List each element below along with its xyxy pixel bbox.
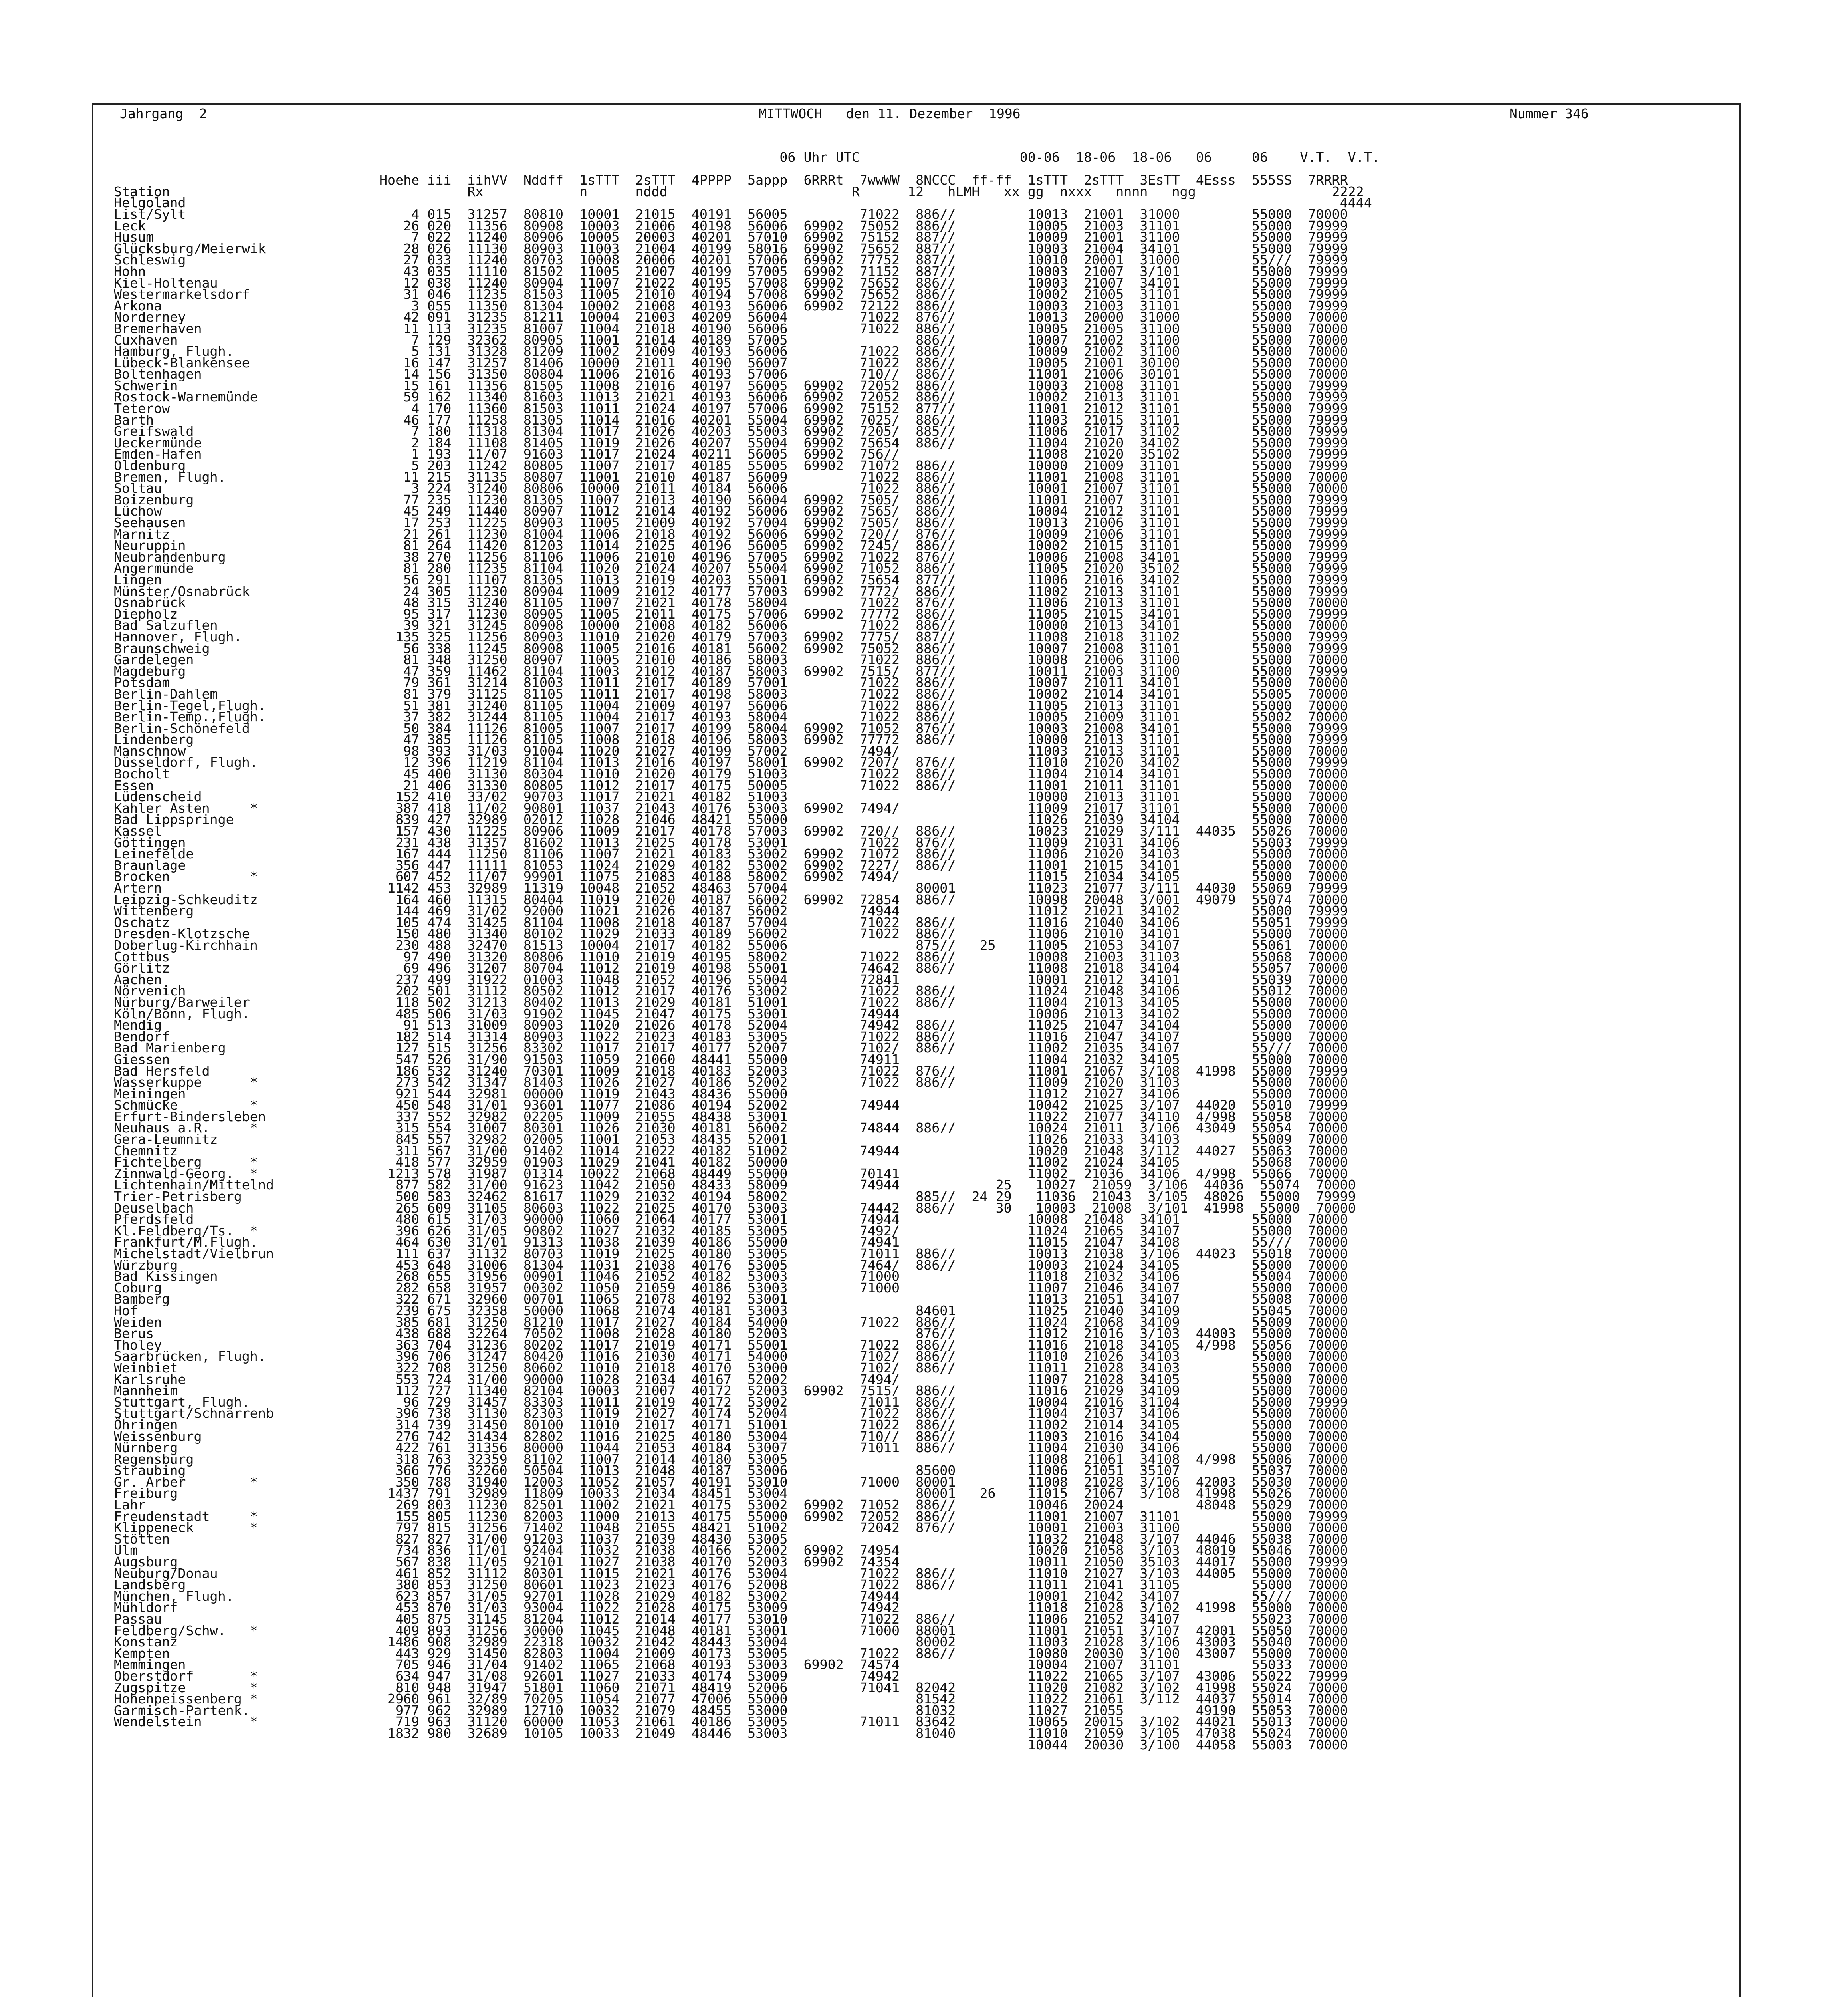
date-label: MITTWOCH den 11. Dezember 1996: [759, 106, 1021, 121]
observation-rows: 4 015 31257 80810 10001 21015 40191 56005 71022 886// 10013 21001 31000 55000 70000 26 020 11356 80908 10003 21006 40198 56006 69902 75052 886// 10005 21003 31101 55000 79999 7 022 11240 80906 10005 20003 40201 57010 69902 75152 887// 10009 21001 31100 55000 79999 28 026 11130 80903 11003 21004 40199 58016 69902 75652 887// 10003 21004 34101 55000 79999 27 033 11240 80703 10008 20006 40201 57006 69902 77752 887// 10010 20001 31000 55/// 79999 43 035 11110 81502 11005 21007 40199 57005 69902 71152 887// 10003 21007 3/101 55000 79999 12 038 11240 80904 11007 21022 40195 57008 69902 75652 886// 10003 21007 34101 55000 79999 31 046 11235 81503 11005 21010 40194 57008 69902 75652 886// 10002 21005 31101 55000 79999 3 055 11350 81304 10002 21008 40193 56006 69902 72122 886// 10003 21003 31101 55000 79999 42 091 31235 81211 10004 21003 40209 56004 71022 876// 10013 20000 31000 55000 70000 11 113 31235 81007 11004 21018 40190 56006 71022 886// 10005 21005 31100 55000 70000 7 129 32362 80905 11001 21014 40189 57005 886// 10007 21002 31100 55000 70000 5 131 31328 81209 11002 21009 40193 56006 71022 886// 10009 21002 31100 55000 70000 16 147 31257 81406 10000 21011 40190 56007 71022 886// 10005 21001 30100 55000 70000 14 156 31350 80804 11006 21016 40193 57006 710// 886// 11001 21006 30101 55000 70000 15 161 11356 81505 11008 21016 40197 56005 69902 72052 886// 10003 21008 31101 55000 79999 59 162 11340 81603 11013 21021 40193 56006 69902 72052 886// 10002 21013 31101 55000 79999 4 170 11360 81503 11011 21024 40197 57006 69902 75152 877// 11001 21012 31101 55000 79999 46 177 11258 81305 11014 21016 40201 55004 69902 7025/ 886// 11003 21015 31101 55000 79999 7 180 11318 81304 11017 21026 40203 55003 69902 7205/ 885// 11006 21017 31102 55000 79999 2 184 11108 81405 11019 21026 40207 55004 69902 75654 886// 11004 21020 34102 55000 79999 1 193 11/07 91603 11017 21024 40211 56005 69902 756// 11008 21020 35102 55000 79999 5 203 11242 80805 11007 21017 40185 55005 69902 71072 886// 10000 21009 31101 55000 79999 11 215 31135 80807 11001 21010 40187 56009 71022 886// 11001 21008 31101 55000 70000 3 224 31240 80806 10000 21011 40184 56006 71022 886// 10001 21007 31101 55000 70000 77 235 11230 81305 11007 21013 40190 56004 69902 7505/ 886// 11001 21007 31101 55000 79999 45 249 11440 80907 11012 21014 40192 56006 69902 7565/ 886// 10004 21012 31101 55000 79999 17 253 11225 80903 11005 21009 40192 57004 69902 7505/ 886// 10013 21006 31101 55000 79999 21 261 11230 81004 11006 21018 40192 56006 69902 720// 876// 10009 21006 31101 55000 79999 81 264 11420 81203 11014 21025 40196 56005 69902 7245/ 886// 10002 21015 31101 55000 79999 38 270 11256 81106 11006 21010 40196 57005 69902 71022 876// 10006 21008 34101 55000 79999 81 280 11235 81104 11020 21024 40207 55004 69902 71052 886// 11005 21020 35102 55000 79999 56 291 11107 81305 11013 21019 40203 55001 69902 75654 877// 11006 21016 34102 55000 79999 24 305 11230 80904 11009 21012 40177 57003 69902 7772/ 886// 11002 21013 31101 55000 79999 48 315 31240 81105 11007 21021 40178 58004 71022 876// 11006 21013 31101 55000 70000 95 317 11230 80905 11005 21011 40175 57006 69902 77772 886// 11005 21015 34101 55000 79999 39 321 31245 80908 10000 21008 40182 56006 71022 886// 10000 21013 34101 55000 70000 135 325 11256 80903 11010 21020 40179 57003 69902 7775/ 887// 11008 21018 31102 55000 79999 56 338 11245 80908 11005 21016 40181 56002 69902 75052 886// 10007 21008 31101 55000 79999 81 348 31250 80907 11005 21010 40186 58003 71022 886// 10008 21006 31100 55000 70000 47 359 11462 81104 11003 21012 40187 58003 69902 7515/ 877// 10011 21003 31100 55000 79999 79 361 31214 81003 11011 21017 40189 57001 71022 886// 10007 21011 34101 55000 70000 81 379 31125 81105 11011 21017 40198 58003 71022 886// 10002 21014 34101 55005 70000 51 381 31240 81105 11004 21009 40197 56006 71022 886// 11005 21013 31101 55000 70000 37 382 31244 81105 11004 21017 40193 58004 71022 886// 10005 21009 31101 55002 70000 50 384 11126 81005 11007 21017 40199 58004 69902 71052 876// 10003 21008 34101 55000 79999 47 385 11126 81105 11008 21018 40196 58003 69902 77772 886// 10000 21013 31101 55000 79999 98 393 31/03 91004 11020 21027 40199 57002 7494/ 11003 21013 31101 55000 70000 12 396 11219 81104 11013 21016 40197 58001 69902 7207/ 876// 11010 21020 34102 55000 79999 45 400 31130 80304 11010 21020 40179 51003 71022 886// 11004 21014 34101 55000 70000 21 406 31330 80805 11012 21017 40175 50005 71022 886// 11001 21011 31101 55000 70000 152 410 33/02 90703 11017 21021 40182 51003 10000 21013 31101 55000 70000 387 418 11/02 90801 11037 21043 40176 53003 69902 7494/ 11009 21017 31101 55000 70000 839 427 32989 02012 11028 21046 48421 55000 11026 21039 34104 55000 70000 157 430 11225 80906 11009 21017 40178 57003 69902 720// 886// 10023 21029 3/111 44035 55026 70000 231 438 31357 81602 11013 21025 40178 53001 71022 876// 11009 21031 34106 55003 79999 167 444 11250 81106 11007 21021 40183 53002 69902 71072 886// 11006 21020 34103 55000 70000 356 447 11111 81053 11024 21029 40182 53002 69902 7227/ 886// 11001 21015 34101 55000 70000 607 452 11/07 99901 11075 21083 40188 58002 69902 7494/ 11015 21034 34105 55000 70000 1142 453 32989 11319 10048 21052 48463 57004 80001 11023 21077 3/111 44030 55069 79999 164 460 11315 80404 11019 21020 40187 56002 69902 72854 886// 10098 20048 3/001 49079 55074 70000 144 469 31/02 92000 11021 21026 40187 56002 74944 11012 21021 34102 55000 79999 105 474 31425 81104 11008 21018 40187 57004 71022 886// 11016 21040 34106 55051 79999 150 480 31340 80102 11029 21033 40189 56002 71022 886// 11006 21010 34101 55000 70000 230 488 32470 81513 10004 21017 40182 55006 875// 25 11005 21053 34107 55061 70000 97 490 31320 80806 11010 21019 40195 58002 71022 886// 10008 21003 31103 55068 70000 69 496 31207 80704 11012 21019 40198 55001 74642 886// 11008 21018 34104 55057 70000 237 499 31922 01003 11048 21052 40196 55004 72841 10001 21012 34101 55039 70000 202 501 31112 80502 11012 21017 40176 53002 71022 886// 11024 21048 34106 55012 70000 118 502 31213 80402 11013 21029 40181 51001 71022 886// 11004 21013 34105 55000 70000 485 506 31/03 91902 11045 21047 40175 53001 74944 10006 21013 34102 55000 70000 91 513 31009 80903 11020 21026 40178 52004 74942 886// 11025 21047 34104 55000 70000 182 514 31314 80903 11022 21023 40183 53005 71022 886// 11016 21047 34107 55000 70000 127 515 31256 83302 11017 21017 40177 52007 7102/ 886// 11002 21035 34107 55/// 70000 547 526 31/90 91503 11059 21060 48441 55000 74911 11004 21032 34105 55000 70000 186 532 31240 70301 11009 21018 40183 52003 71022 876// 11001 21067 3/108 41998 55000 79999 273 542 31347 81403 11026 21027 40186 52002 71022 886// 11009 21020 31103 55000 70000 921 544 32981 00000 11019 21043 48436 55000 11012 21027 34106 55000 70000 450 548 31/01 93601 11077 21086 40194 52002 74944 10042 21025 3/107 44020 55010 79999 337 552 32982 02205 11009 21055 48438 53001 11022 21077 34110 4/998 55058 70000 315 554 31007 80301 11026 21030 40181 56002 74844 886// 10024 21011 3/106 43049 55054 70000 845 557 32982 02005 11001 21053 48435 52001 11026 21033 34103 55009 70000 311 567 31/00 91402 11014 21022 40182 51002 74944 10020 21048 3/112 44027 55063 70000 418 577 32959 01903 11029 21041 40182 50000 11002 21024 34105 55068 70000 1213 578 31987 01314 10022 21068 48449 55000 70141 11002 21036 34106 4/998 55066 70000 877 582 31/00 91623 11042 21050 48433 58009 74944 25 10027 21059 3/106 44036 55074 70000 500 583 32462 81617 11029 21032 40194 58002 885// 24 29 11036 21043 3/105 48026 55000 79999 265 609 31105 80603 11022 21025 40170 53003 74442 886// 30 10003 21008 3/101 41998 55000 70000 480 615 31/03 90000 11060 21064 40177 53001 74944 10008 21048 34101 55000 70000 396 626 31/05 90802 11027 21032 40185 53005 7492/ 11024 21065 34107 55000 70000 464 630 31/01 91313 11038 21039 40186 55000 74941 11015 21047 34108 55/// 70000 111 637 31132 80703 11019 21025 40180 53005 71011 886// 10013 21038 3/106 44023 55018 70000 453 648 31006 81304 11031 21038 40176 53005 7464/ 886// 10003 21024 34105 55000 70000 268 655 31956 00901 11046 21052 40182 53003 71000 11018 21032 34106 55004 70000 282 658 31957 00302 11050 21059 40186 53003 71000 11007 21046 34107 55000 70000 322 671 32960 00701 11065 21078 40192 53001 11013 21051 34107 55008 70000 239 675 32358 50000 11068 21074 40181 53003 84601 11025 21040 34109 55045 70000 385 681 31250 81210 11017 21027 40184 54000 71022 886// 11024 21068 34109 55009 70000 438 688 32264 70502 11008 21028 40180 52003 876// 11012 21016 3/103 44003 55000 70000 363 704 31236 80202 11017 21019 40171 55001 71022 886// 11016 21018 34105 4/998 55056 70000 396 706 31247 80420 11016 21030 40171 54000 7102/ 886// 11010 21026 34103 55000 70000 322 708 31250 80602 11010 21018 40170 53000 7102/ 886// 11011 21028 34103 55000 70000 553 724 31/00 90000 11028 21034 40167 52002 7494/ 11007 21028 34105 55000 70000 112 727 11340 82104 10003 21007 40172 52003 69902 7515/ 886// 11016 21029 34109 55000 70000 96 729 31457 83303 11011 21019 40172 53002 71011 886// 10004 21016 31104 55000 79999 396 738 31130 82303 11019 21027 40174 52004 71022 886// 11004 21037 34106 55000 70000 314 739 31450 80100 11010 21017 40171 51001 71022 886// 11002 21014 34105 55000 70000 276 742 31434 82802 11016 21025 40180 53004 710// 886// 11003 21016 34104 55000 70000 422 761 31356 80000 11044 21053 40184 53007 71011 886// 11004 21030 34106 55000 70000 318 763 32359 81102 11007 21014 40180 53005 11008 21061 34108 4/998 55006 70000 366 776 32260 50504 11013 21048 40187 53006 85600 11006 21051 35107 55037 70000 350 788 31940 12003 11052 21057 40191 53010 71000 80001 11008 21028 3/106 42003 55030 70000 1437 791 32989 11809 10033 21034 48451 53004 80001 26 11015 21067 3/108 41998 55026 70000 269 803 11230 82501 11002 21021 40175 53002 69902 71052 886// 10046 20024 48048 55029 70000 155 805 11230 82003 11000 21013 40175 55000 69902 72052 886// 11001 21007 31101 55000 79999 797 815 31256 71402 11048 21055 48421 51002 72042 876// 10001 21003 31100 55000 70000 827 827 31/00 91203 11037 21039 48430 53005 11032 21048 3/107 44046 55038 70000 734 836 11/01 92404 11032 21038 40166 52002 69902 74954 10020 21058 3/103 48019 55046 70000 567 838 11/05 92101 11027 21038 40170 52003 69902 74354 10011 21050 35103 44017 55000 79999 461 852 31112 80301 11015 21021 40176 53004 71022 886// 11010 21027 3/103 44005 55000 70000 380 853 31250 80601 11023 21023 40176 52008 71022 886// 11011 21041 31105 55000 70000 623 857 31/05 92701 11028 21029 40182 53002 74944 10001 21042 34107 55/// 70000 453 870 31/03 93004 11022 21028 40175 53009 74942 11018 21028 3/102 41998 55000 70000 405 875 31145 81204 11012 21014 40177 53010 71022 886// 11006 21052 34107 55023 70000 409 893 31256 30000 11045 21048 40181 53001 71000 88001 11001 21051 3/107 42001 55050 70000 1486 908 32989 22318 10032 21042 48443 53004 80002 11003 21028 3/106 43003 55040 70000 443 929 31450 82803 11004 21009 40173 53005 71022 886// 10080 20030 3/100 43007 55000 70000 705 946 31/04 91402 11065 21068 40193 53003 69902 74574 10004 21007 31101 55033 70000 634 947 31/08 92601 11027 21033 40174 53009 74942 11022 21065 3/107 43006 55022 79999 810 948 31947 51801 11060 21071 48419 52006 71041 82042 11020 21082 3/102 41998 55024 70000 2960 961 32/89 70205 11054 21077 47006 55000 81542 11022 21061 3/112 44037 55014 70000 977 962 32989 12710 10032 21079 48455 53000 81032 11027 21055 49190 55053 70000 719 963 31120 60000 11053 21061 40186 53005 71011 83642 10065 20015 3/102 44021 55013 70000 1832 980 32689 10105 10033 21049 48446 53003 81040 11010 21059 3/105 47038 55024 70000 10044 20030 3/100 44058 55003 70000: [387, 206, 1356, 1753]
observation-column: [379, 149, 1380, 1753]
station-list: Helgoland List/Sylt Leck Husum Glücksburg/Meierwik Schleswig Hohn Kiel-Holtenau Westermarkelsdorf Arkona Norderney Bremerhaven Cuxhaven Hamburg, Flugh. Lübeck-Blankensee Boltenhagen Schwerin Rostock-Warnemünde Teterow Barth Greifswald Ueckermünde Emden-Hafen Oldenburg Bremen, Flugh. Soltau Boizenburg Lüchow Seehausen Marnitz Neuruppin Neubrandenburg Angermünde Lingen Münster/Osnabrück Osnabrück Diepholz Bad Salzuflen Hannover, Flugh. Braunschweig Gardelegen Magdeburg Potsdam Berlin-Dahlem Berlin-Tegel,Flugh. Berlin-Temp.,Flugh. Berlin-Schönefeld Lindenberg Manschnow Düsseldorf, Flugh. Bocholt Essen Lüdenscheid Kahler Asten * Bad Lippspringe Kassel Göttingen Leinefelde Braunlage Brocken * Artern Leipzig-Schkeuditz Wittenberg Oschatz Dresden-Klotzsche Doberlug-Kirchhain Cottbus Görlitz Aachen Nörvenich Nürburg/Barweiler Köln/Bonn, Flugh. Mendig Bendorf Bad Marienberg Giessen Bad Hersfeld Wasserkuppe * Meiningen Schmücke * Erfurt-Bindersleben Neuhaus a.R. * Gera-Leumnitz Chemnitz Fichtelberg * Zinnwald-Georg. * Lichtenhain/Mittelnd Trier-Petrisberg Deuselbach Pferdsfeld Kl.Feldberg/Ts. * Frankfurt/M.Flugh. Michelstadt/Vielbrun Würzburg Bad Kissingen Coburg Bamberg Hof Weiden Berus Tholey Saarbrücken, Flugh. Weinbiet Karlsruhe Mannheim Stuttgart, Flugh. Stuttgart/Schnarrenb Öhringen Weissenburg Nürnberg Regensburg Straubing Gr. Arber * Freiburg Lahr Freudenstadt * Klippeneck * Stötten Ulm Augsburg Neuburg/Donau Landsberg München, Flugh. Mühldorf Passau Feldberg/Schw. * Konstanz Kempten Memmingen Oberstdorf * Zugspitze * Hohenpeissenberg * Garmisch-Partenk. Wendelstein *: [114, 195, 274, 1730]
code-header: 06 Uhr UTC 00-06 18-06 18-06 06 06 V.T. V.T. Hoehe iii iihVV Nddff 1sTTT 2sTTT 4PPPP 5appp 6RRRt 7wwWW 8NCCC ff-ff 1sTTT 2sTTT 3EsTT 4Esss 555SS 7RRRR Rx n nddd R 12 hLMH xx gg nxxx nnnn ngg 2222 4444: [379, 149, 1380, 211]
volume-label: Jahrgang 2: [120, 106, 207, 121]
station-column: [114, 152, 274, 1728]
station-header: Station: [114, 183, 170, 199]
issue-number: Nummer 346: [1509, 106, 1589, 121]
